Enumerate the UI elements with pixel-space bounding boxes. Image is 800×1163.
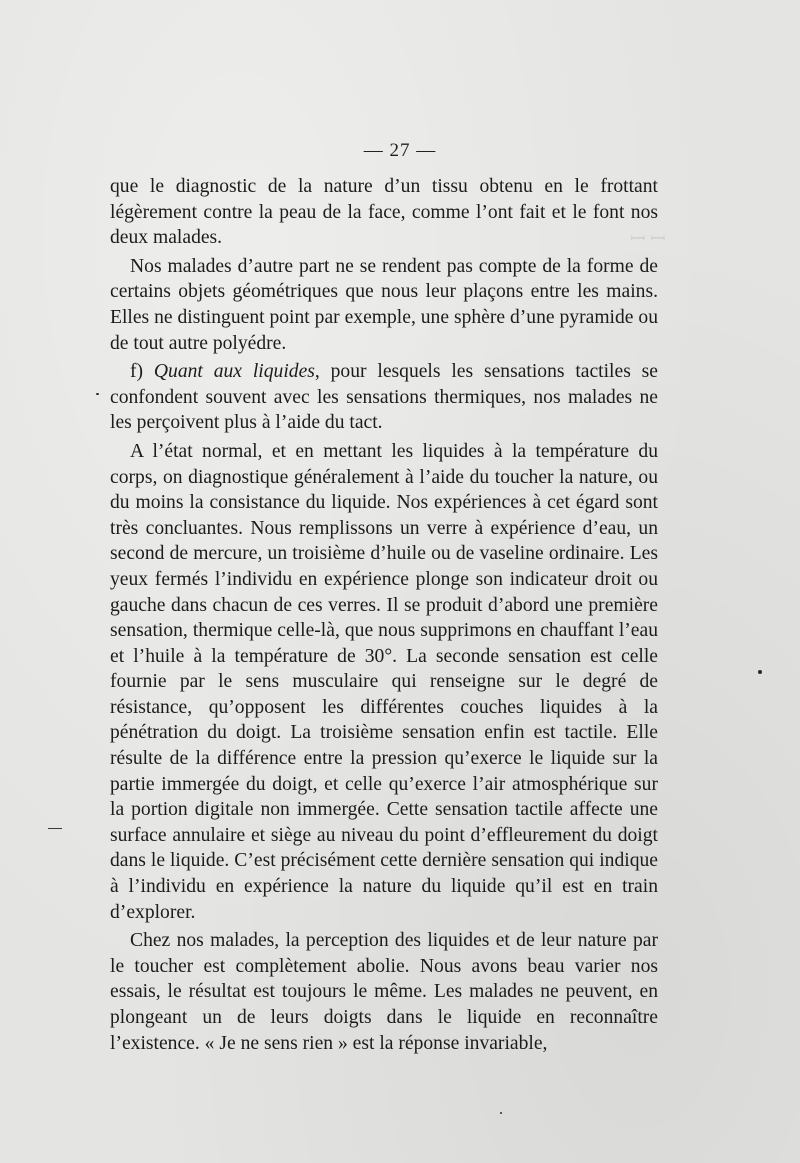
paragraph-2-text: , pour lesquels les sensations tactiles se confondent souvent avec les sensations thermiques, nos malades ne les perçoivent plus à l’aide du tact. [110, 361, 658, 434]
paragraph-0-text: que le diagnostic de la nature d’un tissu obtenu en le frottant légèrement contre la peau de la face, comme l’ont fait et le font nos deux malades. [110, 176, 658, 249]
scan-speck [96, 393, 99, 395]
paragraph-3 [110, 439, 658, 925]
paragraph-2 [110, 359, 658, 436]
paragraph-4-text: Chez nos malades, la perception des liquides et de leur nature par le toucher est complètement abolie. Nous avons beau varier nos essais, le résultat est toujours le même. Les malades ne peuvent, en plongeant un de leurs doigts dans le liquide en reconnaître l’existence. « Je ne sens rien » est la réponse invariable, [110, 930, 658, 1054]
paragraph-3-text: A l’état normal, et en mettant les liquides à la température du corps, on diagnostique généralement à l’aide du toucher la nature, ou du moins la consistance du liquide. Nos expériences à cet égard sont très concluantes. Nous remplissons un verre à expérience d’eau, un second de mercure, un troisième d’huile ou de vaseline ordinaire. Les yeux fermés l’individu en expérience plonge son indicateur droit ou gauche dans chacun de ces verres. Il se produit d’abord une première sensation, thermique celle-là, que nous supprimons en chauffant l’eau et l’huile à la température de 30°. La seconde sensation est celle fournie par le sens musculaire qui renseigne sur le degré de résistance, qu’opposent les différentes couches liquides à la pénétration du doigt. La troisième sensation enfin est tactile. Elle résulte de la différence entre la pression qu’exerce le liquide sur la partie immergée du doigt, et celle qu’exerce l’air atmosphérique sur la portion digitale non immergée. Cette sensation tactile affecte une surface annulaire et siège au niveau du point d’effleurement du doigt dans le liquide. C’est précisément cette dernière sensation qui indique à l’individu en expérience la nature du liquide qu’il est en train d’explorer. [110, 440, 658, 923]
paragraph-4 [110, 928, 658, 1056]
page-number: — 27 — [363, 140, 437, 161]
paragraph-2-label: f) [130, 361, 154, 383]
margin-dash-mark [48, 828, 62, 829]
paragraph-1-text: Nos malades d’autre part ne se rendent pas compte de la forme de certains objets géométriques que nous leur plaçons entre les mains. Elles ne distinguent point par exemple, une sphère d’une pyramide ou de tout autre polyédre. [110, 255, 658, 354]
scan-speck [758, 670, 762, 674]
body-text [110, 174, 658, 1056]
paragraph-0 [110, 174, 658, 251]
paragraph-1 [110, 254, 658, 356]
bleed-through-mark: ꟷ ꟷ [630, 229, 666, 250]
paragraph-2-italic-heading: Quant aux liquides [153, 361, 315, 383]
scan-speck [500, 1112, 502, 1114]
